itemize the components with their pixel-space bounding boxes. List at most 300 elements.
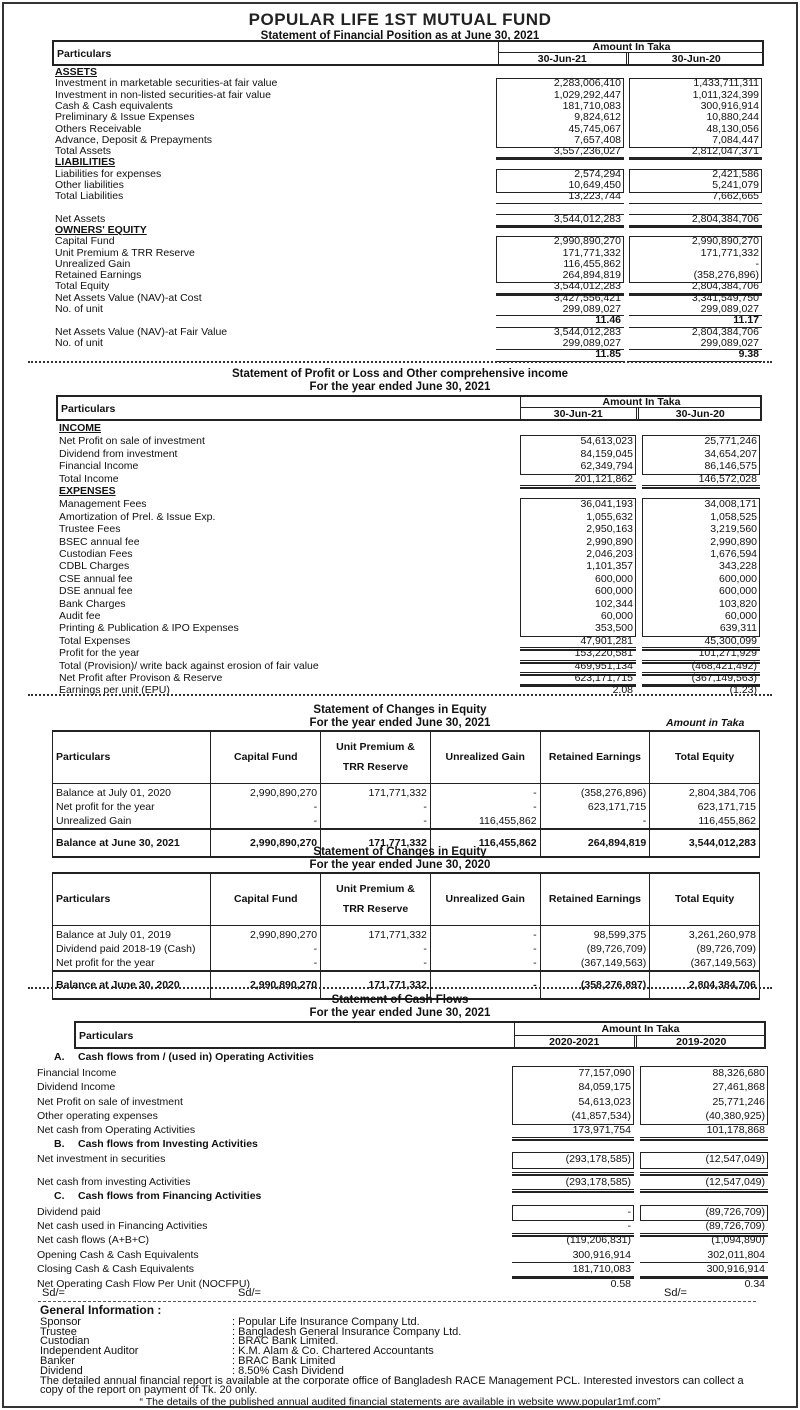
table-row bbox=[34, 1123, 768, 1137]
value-current: 36,041,193 bbox=[580, 498, 633, 511]
cell-value: 264,894,819 bbox=[540, 829, 650, 857]
value-previous: 101,271,929 bbox=[698, 647, 757, 660]
website-note: “ The details of the published annual audited financial statements are available in website www.popular1mf.com” bbox=[139, 1396, 661, 1408]
value-current: 84,059,175 bbox=[578, 1081, 631, 1094]
value-current: 153,220,581 bbox=[574, 647, 633, 660]
table-row bbox=[34, 1248, 768, 1262]
section-b-heading bbox=[34, 1137, 768, 1151]
value-current: 2,283,006,410 bbox=[553, 77, 621, 90]
cell-value: 3,544,012,283 bbox=[650, 829, 760, 857]
table-row bbox=[53, 942, 760, 956]
profit-loss-title: Statement of Profit or Loss and Other comprehensive income bbox=[231, 368, 569, 380]
row-label: Profit for the year bbox=[59, 647, 140, 660]
value-previous: 25,771,246 bbox=[704, 435, 757, 448]
row-label: Printing & Publication & IPO Expenses bbox=[59, 622, 239, 635]
info-value: : 8.50% Cash Dividend bbox=[232, 1364, 344, 1377]
cell-value: - bbox=[430, 956, 540, 971]
cell-value: 116,455,862 bbox=[430, 829, 540, 857]
value-current: 2,990,890 bbox=[586, 535, 633, 548]
value-previous: 600,000 bbox=[719, 585, 757, 598]
signature-1: Sd/= bbox=[42, 1287, 65, 1299]
table-row bbox=[34, 1262, 768, 1276]
value-previous: 302,011,804 bbox=[707, 1248, 765, 1261]
value-current: 600,000 bbox=[595, 585, 633, 598]
table-row bbox=[56, 598, 762, 610]
col-header-2: 30-Jun-20 bbox=[675, 408, 725, 420]
info-key: Custodian bbox=[40, 1335, 90, 1348]
value-current: 3,544,012,283 bbox=[553, 325, 621, 338]
value-current: 181,710,083 bbox=[562, 99, 621, 112]
value-previous: 343,228 bbox=[719, 560, 757, 573]
value-previous: 3,341,549,750 bbox=[691, 291, 759, 304]
value-previous: 2,804,384,706 bbox=[691, 212, 759, 225]
value-current: (119,206,831) bbox=[566, 1234, 631, 1247]
cell-value: (89,726,709) bbox=[650, 942, 760, 956]
row-label: Total (Provision)/ write back against erosion of fair value bbox=[59, 659, 319, 672]
section-marker: A. bbox=[54, 1051, 65, 1063]
value-previous: 2,804,384,706 bbox=[691, 280, 759, 293]
nav-fair-per-unit-row bbox=[52, 349, 764, 360]
table-row bbox=[56, 435, 762, 447]
value-previous: 103,820 bbox=[719, 597, 757, 610]
info-key: Sponsor bbox=[40, 1315, 81, 1328]
row-label: Balance at June 30, 2021 bbox=[53, 829, 211, 857]
cell-value: (367,149,563) bbox=[540, 956, 650, 971]
row-label: Investment in non-listed securities-at fair value bbox=[55, 88, 271, 101]
total-rule bbox=[629, 203, 762, 204]
row-label: Capital Fund bbox=[55, 235, 115, 248]
row-label: No. of unit bbox=[55, 336, 103, 349]
value-current: (293,178,585) bbox=[565, 1153, 631, 1166]
column-header: Unrealized Gain bbox=[430, 873, 540, 925]
info-key: Dividend bbox=[40, 1364, 83, 1377]
value-current: 54,613,023 bbox=[580, 435, 633, 448]
particulars-header: Particulars bbox=[79, 1030, 134, 1042]
value-current: 84,159,045 bbox=[580, 447, 633, 460]
row-label: Net Operating Cash Flow Per Unit (NOCFPU) bbox=[37, 1278, 250, 1290]
row-label: Others Receivable bbox=[55, 122, 142, 135]
section-marker: C. bbox=[54, 1189, 65, 1202]
cell-value: - bbox=[321, 942, 431, 956]
row-label: Investment in marketable securities-at fair value bbox=[55, 77, 278, 90]
cell-value: 171,771,332 bbox=[321, 925, 431, 942]
section-separator bbox=[28, 361, 772, 363]
value-current: 201,121,862 bbox=[574, 472, 633, 485]
row-label: Opening Cash & Cash Equivalents bbox=[37, 1248, 199, 1261]
column-header: Unrealized Gain bbox=[430, 731, 540, 783]
row-label: Dividend Income bbox=[37, 1081, 116, 1094]
value-current: 2,046,203 bbox=[586, 548, 633, 560]
section-separator bbox=[28, 987, 772, 989]
cell-value: - bbox=[430, 783, 540, 800]
table-row bbox=[34, 1066, 768, 1080]
row-label: Balance at July 01, 2019 bbox=[53, 925, 211, 942]
row-label: Net cash used in Financing Activities bbox=[37, 1220, 208, 1233]
table-row bbox=[52, 293, 764, 304]
value-previous: 0.34 bbox=[744, 1278, 765, 1290]
value-previous: 1,011,324,399 bbox=[692, 88, 759, 101]
amount-header: Amount In Taka bbox=[499, 42, 764, 53]
table-row bbox=[52, 214, 764, 225]
table-row bbox=[56, 573, 762, 585]
value-current: 62,349,794 bbox=[580, 460, 633, 473]
col-header-2: 2019-2020 bbox=[676, 1036, 727, 1048]
value-current: 102,344 bbox=[595, 597, 633, 610]
section-heading-income bbox=[56, 422, 762, 434]
table-row bbox=[52, 135, 764, 146]
table-row bbox=[56, 610, 762, 622]
column-header: Particulars bbox=[53, 731, 211, 783]
row-label: Net Profit after Provison & Reserve bbox=[59, 672, 223, 684]
row-label: OWNERS' EQUITY bbox=[55, 223, 147, 236]
table-row bbox=[56, 448, 762, 460]
info-value: : K.M. Alam & Co. Chartered Accountants bbox=[232, 1345, 434, 1358]
column-header: Capital Fund bbox=[211, 873, 321, 925]
table-row bbox=[56, 460, 762, 472]
table-row bbox=[52, 169, 764, 180]
col-header-1: 30-Jun-21 bbox=[499, 53, 629, 65]
row-label: Net cash from investing Activities bbox=[37, 1175, 191, 1188]
table-row bbox=[56, 560, 762, 572]
value-previous: (358,276,896) bbox=[693, 269, 759, 282]
section-heading-equity bbox=[52, 225, 764, 236]
general-info-note: The detailed annual financial report is available at the corporate office of Bangladesh RACE Management PCL. Interested investors can collect a copy of the report on payment of Tk. 20 only. bbox=[40, 1374, 744, 1397]
row-label: Balance at July 01, 2020 bbox=[53, 783, 211, 800]
value-current: 47,901,281 bbox=[580, 634, 633, 647]
value-previous: 639,311 bbox=[719, 622, 757, 635]
cell-value: - bbox=[430, 971, 540, 999]
general-information bbox=[40, 1303, 760, 1397]
value-current: 3,427,556,421 bbox=[553, 291, 621, 304]
row-label: Earnings per unit (EPU) bbox=[59, 684, 170, 697]
value-previous: 2,421,586 bbox=[712, 167, 759, 180]
value-current: 353,500 bbox=[595, 622, 633, 635]
cell-value: 623,171,715 bbox=[650, 800, 760, 814]
equity-2021-subtitle: For the year ended June 30, 2021 bbox=[309, 717, 491, 729]
value-previous: (40,380,925) bbox=[705, 1109, 765, 1122]
table-row bbox=[52, 78, 764, 89]
equity-2020-title: Statement of Changes in Equity bbox=[313, 846, 487, 858]
column-header: Total Equity bbox=[650, 873, 760, 925]
row-label: Balance at June 30, 2020 bbox=[53, 971, 211, 999]
col-header-1: 30-Jun-21 bbox=[521, 408, 639, 420]
value-previous: (367,149,563) bbox=[691, 672, 757, 684]
row-label: Cash flows from Investing Activities bbox=[78, 1138, 258, 1151]
section-marker: B. bbox=[54, 1138, 65, 1151]
section-heading-liabilities bbox=[52, 157, 764, 168]
value-current: 2,950,163 bbox=[586, 523, 633, 536]
value-previous: 2,812,047,371 bbox=[691, 145, 759, 158]
value-current: 1,029,292,447 bbox=[553, 88, 621, 101]
value-previous: 300,916,914 bbox=[700, 99, 759, 112]
value-previous: (12,547,049) bbox=[705, 1175, 765, 1188]
value-current: 10,649,450 bbox=[568, 179, 621, 191]
info-row bbox=[40, 1354, 760, 1367]
value-current: 13,223,744 bbox=[568, 190, 621, 203]
cell-value: (358,276,896) bbox=[540, 783, 650, 800]
cell-value: - bbox=[430, 925, 540, 942]
row-label: Total Expenses bbox=[59, 634, 131, 647]
table-row bbox=[53, 814, 760, 829]
section-a-heading bbox=[34, 1050, 768, 1064]
table-row bbox=[52, 327, 764, 338]
row-label: DSE annual fee bbox=[59, 585, 133, 598]
value-current: 1,055,632 bbox=[586, 510, 633, 523]
table-row bbox=[53, 800, 760, 814]
cell-value: - bbox=[321, 800, 431, 814]
table-row bbox=[56, 622, 762, 634]
row-label: Cash & Cash equivalents bbox=[55, 99, 173, 112]
value-previous: 299,089,027 bbox=[700, 336, 759, 349]
row-label: Net cash from Operating Activities bbox=[37, 1124, 196, 1136]
signature-2: Sd/= bbox=[238, 1287, 261, 1299]
table-row bbox=[56, 523, 762, 535]
value-previous: 300,916,914 bbox=[706, 1262, 765, 1275]
cell-value: - bbox=[211, 800, 321, 814]
value-previous: - bbox=[755, 257, 759, 270]
cell-value: 2,804,384,706 bbox=[650, 783, 760, 800]
row-label: CDBL Charges bbox=[59, 560, 130, 573]
row-label: BSEC annual fee bbox=[59, 535, 140, 548]
nav-cost-per-unit-row bbox=[52, 315, 764, 326]
table-header bbox=[52, 40, 764, 66]
signature-3: Sd/= bbox=[664, 1287, 687, 1299]
cash-flows-table bbox=[34, 1021, 768, 1290]
value-previous: 299,089,027 bbox=[700, 303, 759, 315]
column-header: Unit Premium & TRR Reserve bbox=[321, 873, 431, 925]
row-label: Net Profit on sale of investment bbox=[37, 1095, 183, 1108]
profit-loss-subtitle: For the year ended June 30, 2021 bbox=[309, 381, 491, 393]
row-label: ASSETS bbox=[55, 66, 98, 78]
column-header: Retained Earnings bbox=[540, 731, 650, 783]
value-current: 1,101,357 bbox=[586, 560, 633, 573]
row-label: Advance, Deposit & Prepayments bbox=[55, 133, 212, 146]
cell-value: - bbox=[211, 942, 321, 956]
value-current: 600,000 bbox=[595, 572, 633, 585]
row-label: Bank Charges bbox=[59, 597, 126, 610]
cell-value: - bbox=[211, 956, 321, 971]
total-rule bbox=[496, 203, 624, 204]
cell-value: 2,990,890,270 bbox=[211, 971, 321, 999]
row-label: Cash flows from / (used in) Operating Activities bbox=[78, 1051, 314, 1063]
general-info-heading: General Information : bbox=[40, 1303, 162, 1317]
value-previous: (89,726,709) bbox=[705, 1206, 765, 1218]
table-row bbox=[52, 281, 764, 292]
row-label: Amortization of Prel. & Issue Exp. bbox=[59, 510, 216, 523]
value-current: (293,178,585) bbox=[565, 1175, 631, 1188]
table-header bbox=[56, 395, 762, 421]
value-current: - bbox=[627, 1220, 631, 1233]
value-current: 9,824,612 bbox=[574, 111, 621, 124]
table-row bbox=[34, 1219, 768, 1233]
cell-value: 3,261,260,978 bbox=[650, 925, 760, 942]
cell-value: 623,171,715 bbox=[540, 800, 650, 814]
row-label: Unrealized Gain bbox=[55, 257, 131, 270]
table-row bbox=[56, 672, 762, 684]
value-current: 60,000 bbox=[600, 610, 633, 622]
value-previous: (12,547,049) bbox=[705, 1153, 765, 1166]
table-row bbox=[56, 498, 762, 510]
value-current: 171,771,332 bbox=[562, 246, 621, 259]
particulars-header: Particulars bbox=[61, 403, 116, 415]
table-row bbox=[53, 956, 760, 971]
table-row bbox=[34, 1095, 768, 1109]
cell-value: 171,771,332 bbox=[321, 783, 431, 800]
value-previous: 1,058,525 bbox=[710, 510, 757, 523]
cell-value: (367,149,563) bbox=[650, 956, 760, 971]
value-previous: 1,676,594 bbox=[710, 548, 757, 560]
equity-2020-subtitle: For the year ended June 30, 2020 bbox=[309, 859, 491, 871]
table-row bbox=[34, 1080, 768, 1094]
value-previous: 600,000 bbox=[719, 572, 757, 585]
table-row bbox=[34, 1277, 768, 1291]
cell-value: - bbox=[211, 814, 321, 829]
value-current: 181,710,083 bbox=[572, 1262, 631, 1275]
row-label: EXPENSES bbox=[59, 485, 116, 497]
value-previous: 2,804,384,706 bbox=[691, 325, 759, 338]
value-previous: 34,008,171 bbox=[704, 498, 757, 511]
row-label: LIABILITIES bbox=[55, 156, 116, 169]
value-current: 0.58 bbox=[610, 1278, 631, 1290]
column-header: Retained Earnings bbox=[540, 873, 650, 925]
particulars-header: Particulars bbox=[57, 48, 112, 60]
column-header: Particulars bbox=[53, 873, 211, 925]
cell-value: 2,990,890,270 bbox=[211, 925, 321, 942]
cell-value: (358,276,897) bbox=[540, 971, 650, 999]
row-label: Custodian Fees bbox=[59, 548, 133, 560]
value-previous: 11.17 bbox=[733, 314, 759, 327]
value-current: 2.08 bbox=[612, 684, 633, 697]
info-value: : Popular Life Insurance Company Ltd. bbox=[232, 1315, 420, 1328]
value-current: 264,894,819 bbox=[562, 269, 621, 282]
value-current: 2,574,294 bbox=[574, 167, 621, 180]
value-current: 116,455,862 bbox=[563, 257, 621, 270]
table-row bbox=[52, 112, 764, 123]
value-current: 3,544,012,283 bbox=[553, 212, 621, 225]
value-previous: 7,662,665 bbox=[712, 190, 759, 203]
row-label: Trustee Fees bbox=[59, 523, 121, 536]
cash-flows-subtitle: For the year ended June 30, 2021 bbox=[309, 1007, 491, 1019]
col-header-1: 2020-2021 bbox=[515, 1036, 637, 1049]
value-current: 2,990,890,270 bbox=[553, 235, 621, 248]
row-label: Cash flows from Financing Activities bbox=[78, 1189, 262, 1202]
row-label: Liabilities for expenses bbox=[55, 167, 162, 180]
table-row bbox=[52, 338, 764, 349]
value-previous: 7,084,447 bbox=[712, 133, 759, 146]
row-label: Other operating expenses bbox=[37, 1109, 158, 1122]
table-row bbox=[56, 585, 762, 597]
amount-header: Amount In Taka bbox=[515, 1023, 766, 1036]
value-current: - bbox=[627, 1206, 631, 1218]
table-row bbox=[56, 647, 762, 659]
value-current: 300,916,914 bbox=[572, 1248, 631, 1261]
table-row bbox=[52, 236, 764, 247]
cell-value: 171,771,332 bbox=[321, 971, 431, 999]
cell-value: 2,990,890,270 bbox=[211, 783, 321, 800]
value-previous: 10,880,244 bbox=[706, 111, 759, 124]
value-previous: 5,241,079 bbox=[712, 179, 759, 191]
value-current: 299,089,027 bbox=[562, 303, 621, 315]
table-row bbox=[52, 146, 764, 157]
row-label: Management Fees bbox=[59, 498, 147, 511]
row-label: Closing Cash & Cash Equivalents bbox=[37, 1262, 194, 1275]
value-previous: 2,990,890 bbox=[710, 535, 757, 548]
document-page bbox=[2, 2, 798, 1408]
row-label: Dividend paid 2018-19 (Cash) bbox=[53, 942, 211, 956]
cell-value: 2,804,384,706 bbox=[650, 971, 760, 999]
row-label: Unit Premium & TRR Reserve bbox=[55, 246, 195, 259]
row-label: Net investment in securities bbox=[37, 1153, 166, 1166]
row-label: Financial Income bbox=[59, 460, 139, 473]
table-row bbox=[52, 180, 764, 191]
equity-2021-title: Statement of Changes in Equity bbox=[313, 704, 487, 716]
row-label: Net Assets Value (NAV)-at Fair Value bbox=[55, 325, 228, 338]
table-row bbox=[34, 1175, 768, 1189]
financial-position-table bbox=[52, 40, 764, 361]
table-row bbox=[53, 925, 760, 942]
section-heading-expenses bbox=[56, 485, 762, 497]
cell-value: - bbox=[321, 814, 431, 829]
table-row bbox=[52, 248, 764, 259]
cell-value: - bbox=[540, 814, 650, 829]
header-row bbox=[53, 731, 760, 783]
value-previous: 146,572,028 bbox=[698, 472, 757, 485]
table-row bbox=[56, 536, 762, 548]
info-row bbox=[40, 1325, 760, 1338]
column-header: Total Equity bbox=[650, 731, 760, 783]
signature-separator bbox=[38, 1301, 756, 1302]
cell-value: 2,990,890,270 bbox=[211, 829, 321, 857]
row-label: Net Assets Value (NAV)-at Cost bbox=[55, 291, 202, 304]
equity-2020-table bbox=[52, 872, 760, 1000]
cell-value: - bbox=[321, 956, 431, 971]
value-previous: 171,771,332 bbox=[700, 246, 759, 259]
table-row bbox=[56, 548, 762, 560]
column-header: Capital Fund bbox=[211, 731, 321, 783]
value-previous: 2,990,890,270 bbox=[691, 235, 759, 248]
info-row bbox=[40, 1347, 760, 1357]
table-row bbox=[56, 635, 762, 647]
value-previous: 101,178,868 bbox=[706, 1124, 765, 1136]
table-row bbox=[56, 511, 762, 523]
value-current: 7,657,408 bbox=[574, 133, 621, 146]
cell-value: - bbox=[430, 942, 540, 956]
table-row bbox=[52, 270, 764, 281]
row-label: Other liabilities bbox=[55, 179, 124, 191]
cash-flows-title: Statement of Cash Flows bbox=[331, 994, 469, 1006]
value-current: 173,971,754 bbox=[572, 1124, 631, 1136]
row-label: Dividend paid bbox=[37, 1206, 101, 1218]
section-c-heading bbox=[34, 1189, 768, 1203]
row-label: Retained Earnings bbox=[55, 269, 142, 282]
row-label: Preliminary & Issue Expenses bbox=[55, 111, 195, 124]
amount-note: Amount in Taka bbox=[666, 717, 745, 729]
value-current: 11.46 bbox=[595, 314, 621, 327]
table-row bbox=[56, 473, 762, 485]
table-row bbox=[52, 304, 764, 315]
header-row bbox=[53, 873, 760, 925]
row-label: Net Assets bbox=[55, 212, 106, 225]
info-key: Independent Auditor bbox=[40, 1345, 139, 1358]
value-previous: 86,146,575 bbox=[704, 460, 757, 473]
row-label: Net cash flows (A+B+C) bbox=[37, 1234, 150, 1247]
value-current: 3,557,236,027 bbox=[553, 145, 621, 158]
row-label: Net profit for the year bbox=[53, 800, 211, 814]
table-row bbox=[56, 660, 762, 672]
value-previous: 9.38 bbox=[738, 348, 759, 361]
table-row bbox=[34, 1152, 768, 1166]
value-current: (41,857,534) bbox=[571, 1109, 631, 1122]
